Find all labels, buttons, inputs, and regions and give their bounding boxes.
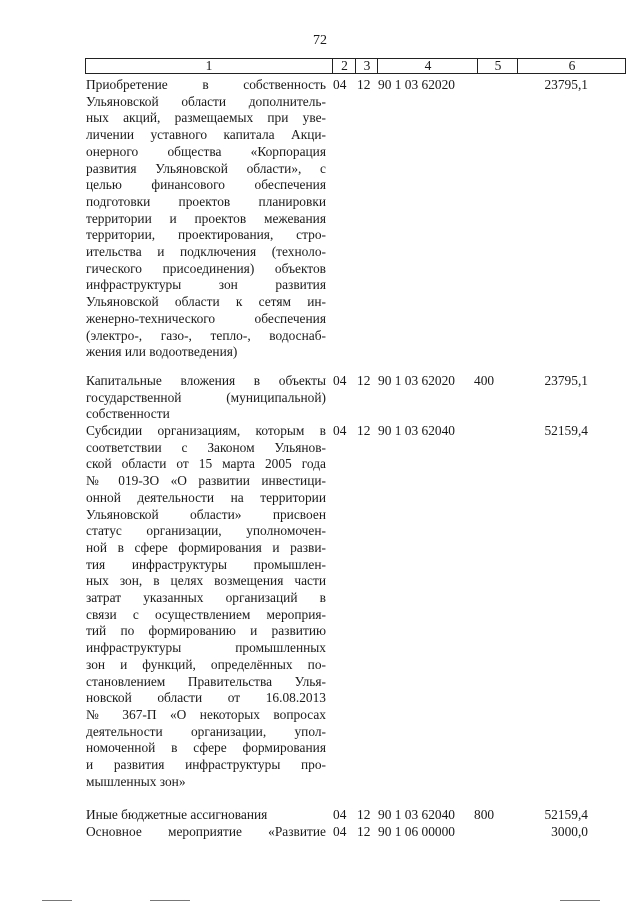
row-code-expense-type: 800 (474, 807, 495, 822)
row-code-subsection: 12 (357, 373, 371, 388)
row-code-subsection: 12 (357, 824, 371, 839)
row-description: Иные бюджетные ассигнования (86, 807, 268, 822)
row-code-subsection: 12 (357, 423, 371, 438)
header-col-4: 4 (377, 59, 478, 73)
scan-mark (150, 900, 190, 901)
row-code-subsection: 12 (357, 77, 371, 92)
row-amount: 23795,1 (544, 373, 588, 388)
row-amount: 3000,0 (551, 824, 588, 839)
row-code-subsection: 12 (357, 807, 371, 822)
row-amount: 52159,4 (544, 807, 588, 822)
scan-mark (560, 900, 600, 901)
header-col-3: 3 (355, 59, 378, 73)
header-col-5: 5 (477, 59, 518, 73)
row-code-target: 90 1 03 62040 (378, 807, 455, 822)
row-code-target: 90 1 03 62040 (378, 423, 455, 438)
row-code-target: 90 1 03 62020 (378, 77, 455, 92)
row-description: Субсидии организациям, которым в соответствии с Законом Ульянов- ской области от 15 марта 2005 года № 019-ЗО «О развитии инвестици- онной деятельности на территории Ульяновской области» присвоен статус организации, уполномочен- ной в сфере формирования и разви- тия инфраструктуры промышлен- ных зон, в целях возмещения части затрат указанных организаций в связи с осуществлением мероприя- тий по формированию и развитию инфраструктуры промышленных зон и функций, определённых по- становлением Правительства Улья- новской области от 16.08.2013 № 367-П «О некоторых вопросах деятельности организации, упол- номоченной в сфере формирования и развития инфраструктуры про- мышленных зон» (86, 423, 326, 789)
row-description: Основное мероприятие «Развитие (86, 824, 326, 839)
row-amount: 52159,4 (544, 423, 588, 438)
row-code-target: 90 1 03 62020 (378, 373, 455, 388)
row-description: Приобретение в собственность Ульяновской области дополнитель- ных акций, размещаемых при уве- личении уставного капитала Акци- онерного общества «Корпорация развития Ульяновской области», с целью финансового обеспечения подготовки проектов планировки территории и проектов межевания территории, проектирования, стро- ительства и подключения (техноло- гического присоединения) объектов инфраструктуры зон развития Ульяновской области к сетям ин- женерно-технического обеспечения (электро-, газо-, тепло-, водоснаб- жения или водоотведения) (86, 77, 326, 360)
row-code-section: 04 (333, 824, 347, 839)
header-col-6: 6 (517, 59, 626, 73)
row-description: Капитальные вложения в объекты государственной (муниципальной) собственности (86, 373, 326, 422)
row-code-target: 90 1 06 00000 (378, 824, 455, 839)
header-col-2: 2 (332, 59, 356, 73)
row-code-section: 04 (333, 77, 347, 92)
row-amount: 23795,1 (544, 77, 588, 92)
row-code-expense-type: 400 (474, 373, 495, 388)
page-number: 72 (313, 33, 327, 48)
row-code-section: 04 (333, 807, 347, 822)
row-code-section: 04 (333, 373, 347, 388)
table-header (85, 58, 626, 74)
scan-mark (42, 900, 72, 901)
header-col-1: 1 (205, 58, 213, 73)
row-code-section: 04 (333, 423, 347, 438)
